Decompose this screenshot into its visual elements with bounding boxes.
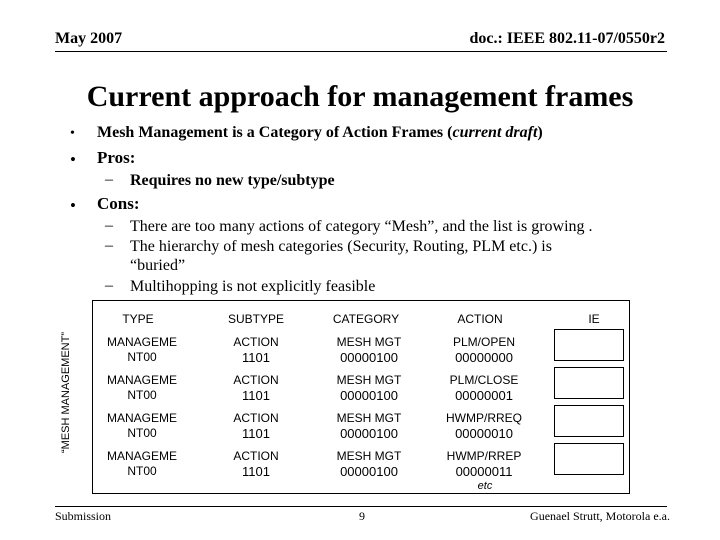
ie-box bbox=[554, 443, 624, 475]
header-date: May 2007 bbox=[55, 30, 123, 47]
dash: – bbox=[105, 237, 113, 254]
cell-type: MANAGEME NT00 bbox=[106, 449, 177, 478]
footer-page-number: 9 bbox=[359, 509, 365, 523]
cell-action: HWMP/RREQ 00000010 bbox=[446, 411, 522, 441]
column-header-subtype: SUBTYPE bbox=[227, 312, 284, 326]
cell-subtype: ACTION 1101 bbox=[233, 335, 279, 365]
cell-category: MESH MGT 00000100 bbox=[336, 411, 402, 441]
cons-item-continued: “buried” bbox=[130, 257, 186, 274]
cell-subtype: ACTION 1101 bbox=[233, 373, 279, 403]
cons-item: There are too many actions of category “Mesh”, and the list is growing . bbox=[130, 218, 593, 235]
dash: – bbox=[105, 277, 113, 294]
slide-title: Current approach for management frames bbox=[86, 80, 634, 113]
ie-box bbox=[554, 329, 624, 361]
cons-item: Multihopping is not explicitly feasible bbox=[130, 278, 376, 295]
cell-type: MANAGEME NT00 bbox=[106, 335, 177, 364]
cell-subtype: ACTION 1101 bbox=[233, 449, 279, 479]
cell-action: HWMP/RREP 00000011 bbox=[446, 449, 522, 479]
cell-category: MESH MGT 00000100 bbox=[336, 335, 402, 365]
ie-box bbox=[554, 405, 624, 437]
bullet-mesh-italic: current draft bbox=[452, 124, 538, 141]
footer-submission: Submission bbox=[55, 509, 112, 523]
cell-type: MANAGEME NT00 bbox=[106, 411, 177, 440]
column-header-action: ACTION bbox=[457, 312, 503, 326]
header-rule bbox=[55, 51, 667, 52]
etc-label: etc bbox=[477, 480, 493, 492]
cell-action: PLM/CLOSE 00000001 bbox=[449, 373, 519, 403]
footer-rule bbox=[55, 506, 667, 507]
bullet-mesh-text: Mesh Management is a Category of Action Frames ( bbox=[97, 124, 453, 141]
bullet-mesh-management bbox=[97, 124, 543, 142]
dash: – bbox=[105, 171, 113, 188]
bullet-mesh-close: ) bbox=[537, 124, 543, 141]
cell-category: MESH MGT 00000100 bbox=[336, 373, 402, 403]
header-doc-id: doc.: IEEE 802.11-07/0550r2 bbox=[469, 30, 665, 47]
ie-box bbox=[554, 367, 624, 399]
bullet-dot: • bbox=[70, 150, 76, 169]
cell-subtype: ACTION 1101 bbox=[233, 411, 279, 441]
bullet-dot: • bbox=[70, 126, 75, 141]
cons-label: Cons: bbox=[97, 194, 140, 213]
column-header-type: TYPE bbox=[122, 312, 154, 326]
mesh-management-vertical-label: “MESH MANAGEMENT” bbox=[60, 332, 72, 454]
pros-item: Requires no new type/subtype bbox=[130, 172, 335, 189]
cell-type: MANAGEME NT00 bbox=[106, 373, 177, 402]
pros-label: Pros: bbox=[97, 148, 136, 167]
cell-category: MESH MGT 00000100 bbox=[336, 449, 402, 479]
column-header-ie: IE bbox=[588, 312, 600, 326]
dash: – bbox=[105, 217, 113, 234]
bullet-dot: • bbox=[70, 196, 76, 215]
footer-author: Guenael Strutt, Motorola e.a. bbox=[530, 509, 670, 523]
cell-action: PLM/OPEN 00000000 bbox=[452, 335, 515, 365]
cons-item: The hierarchy of mesh categories (Security, Routing, PLM etc.) is bbox=[130, 238, 552, 255]
column-header-category: CATEGORY bbox=[332, 312, 400, 326]
